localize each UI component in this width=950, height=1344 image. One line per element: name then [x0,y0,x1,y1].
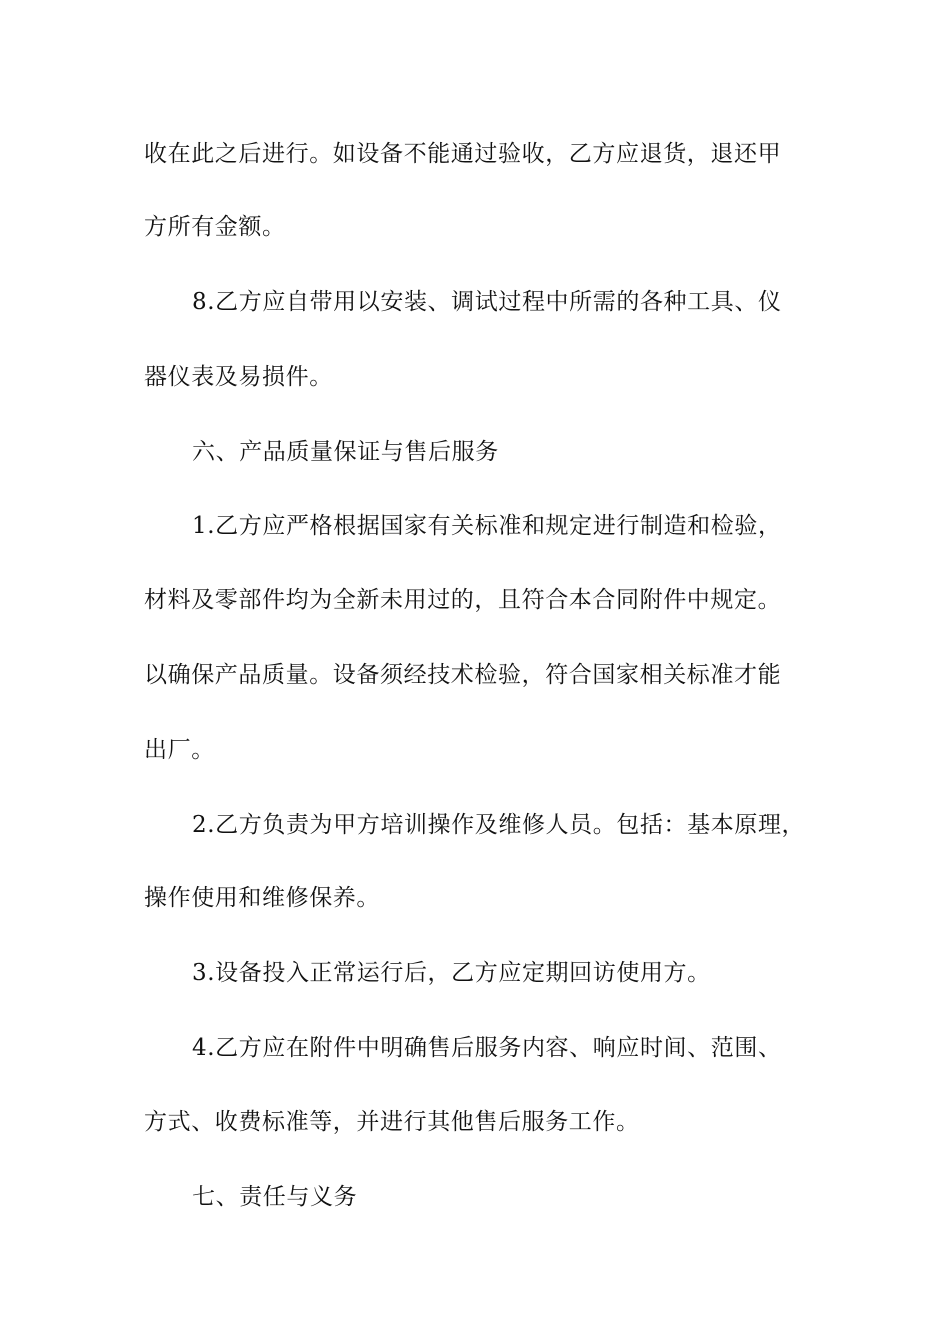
text-line: 出厂。 [144,737,215,763]
text-line: 收在此之后进行。如设备不能通过验收，乙方应退货，退还甲 [144,141,782,167]
text-line: 1.乙方应严格根据国家有关标准和规定进行制造和检验， [192,513,782,539]
text-line: 以确保产品质量。设备须经技术检验，符合国家相关标准才能 [144,662,782,688]
text-line: 方所有金额。 [144,214,286,240]
text-line: 方式、收费标准等，并进行其他售后服务工作。 [144,1109,640,1135]
text-line: 2.乙方负责为甲方培训操作及维修人员。包括：基本原理， [192,812,806,838]
text-line: 器仪表及易损件。 [144,364,333,390]
text-line: 操作使用和维修保养。 [144,885,380,911]
text-line: 8.乙方应自带用以安装、调试过程中所需的各种工具、仪 [192,289,782,315]
text-line: 材料及零部件均为全新未用过的，且符合本合同附件中规定。 [144,587,782,613]
section-heading: 六、产品质量保证与售后服务 [192,439,499,465]
text-line: 3.设备投入正常运行后，乙方应定期回访使用方。 [192,960,711,986]
section-heading: 七、责任与义务 [192,1184,358,1210]
text-line: 4.乙方应在附件中明确售后服务内容、响应时间、范围、 [192,1035,782,1061]
